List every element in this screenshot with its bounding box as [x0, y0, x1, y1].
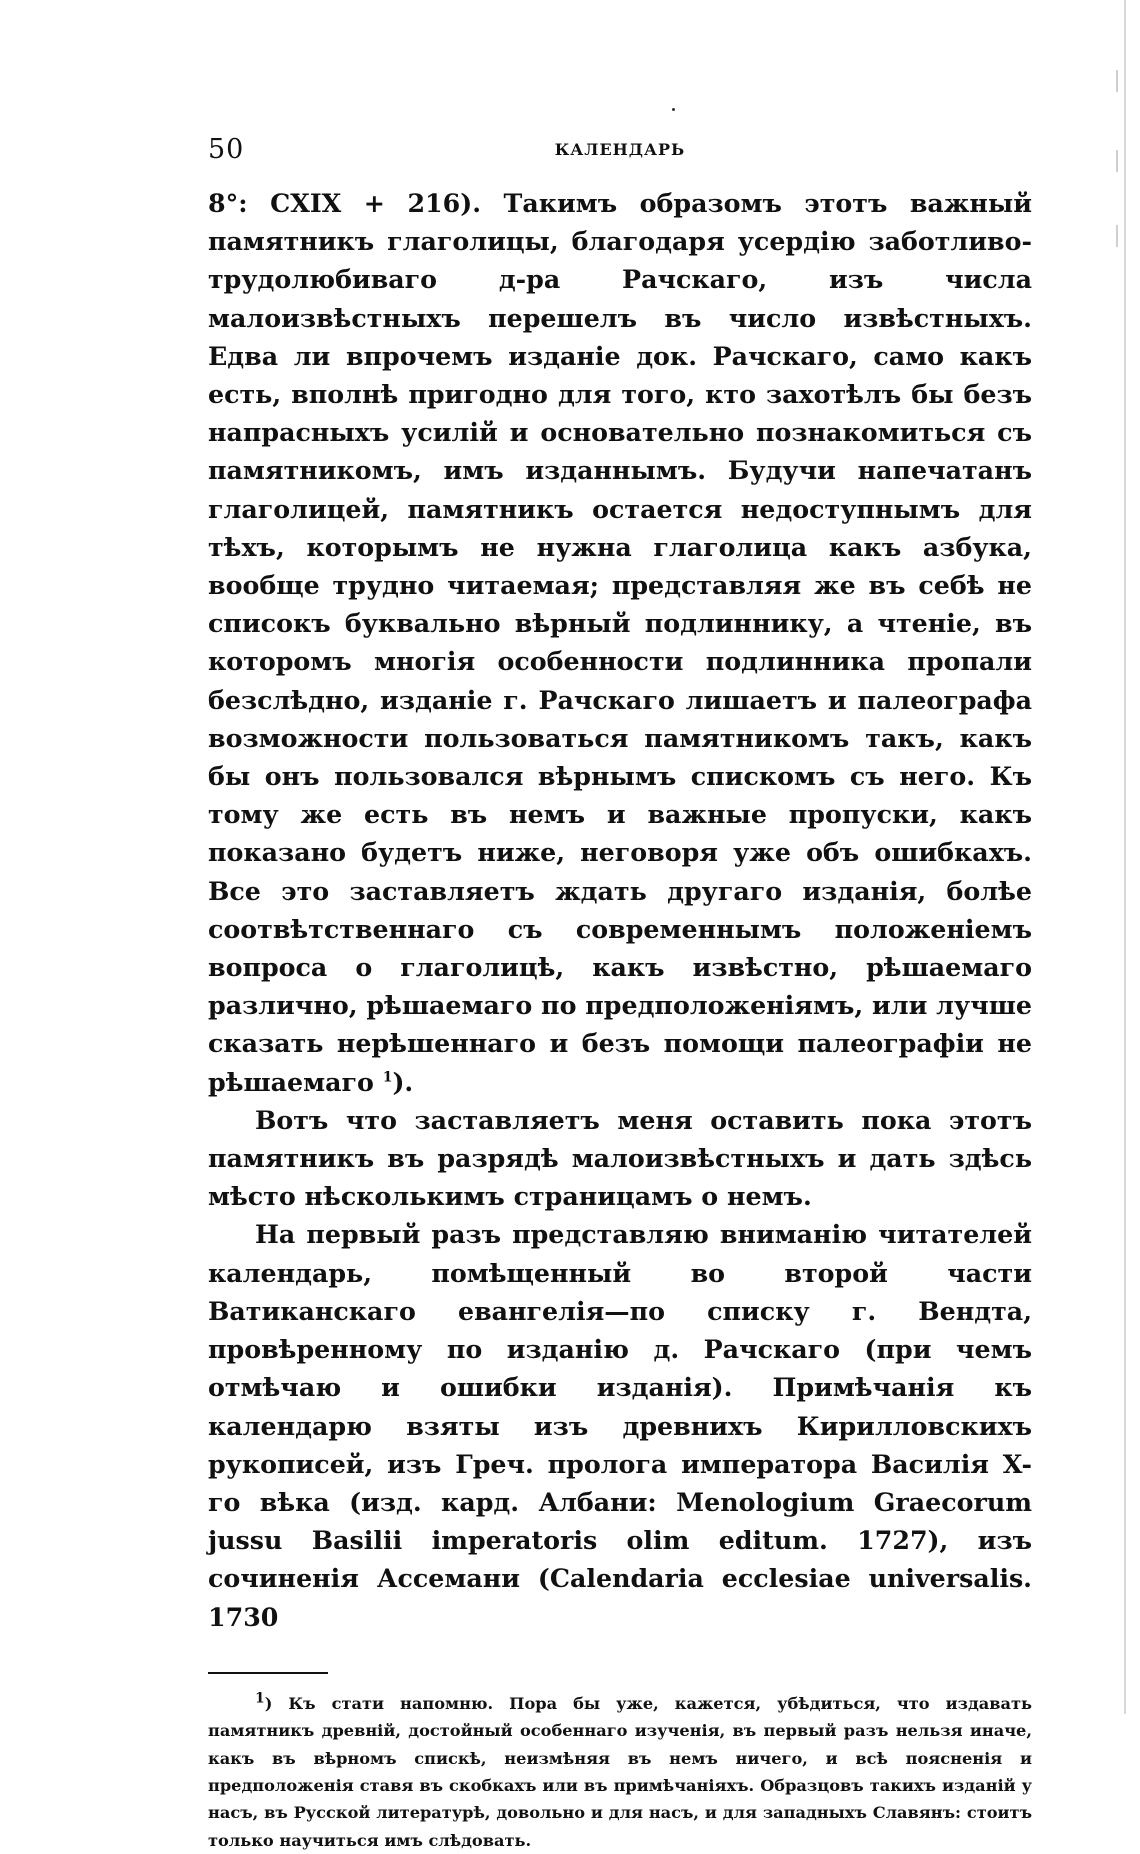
print-speck — [672, 108, 675, 111]
running-title: КАЛЕНДАРЬ — [554, 140, 686, 159]
page-number: 50 — [208, 134, 245, 165]
footnote-separator — [208, 1672, 328, 1674]
book-page — [208, 130, 1032, 1854]
footnote-reference-close: ). — [392, 1066, 414, 1097]
paragraph-3: На первый разъ представляю вниманію читателей календарь, помѣщенный во второй части Ватиканскаго евангелія—по списку г. Вендта, провѣренному по изданію д. Рачскаго (при чемъ отмѣчаю и ошибки изданія). Примѣчанія къ календарю взяты изъ древнихъ Кирилловскихъ рукописей, изъ Греч. пролога императора Василія X-го вѣка (изд. кард. Албани: Menologium Graecorum jussu Basilii imperatoris olim editum. 1727), изъ сочиненія Ассемани (Calendaria ecclesiae universalis. 1730 — [208, 1219, 1032, 1632]
running-head — [208, 130, 1032, 170]
page-edge-mark — [1116, 70, 1118, 92]
footnote-reference: 1 — [382, 1069, 393, 1086]
page-edge-line — [1124, 0, 1126, 1714]
footnote-text: ) Къ стати напомню. Пора бы уже, кажется, убѣдиться, что издавать памятникъ древній, достойный особеннаго изученія, въ первый разъ нельзя иначе, какъ въ вѣрномъ спискѣ, неизмѣняя въ немъ ничего, и всѣ поясненія и предположенія ставя въ скобкахъ или въ примѣчаніяхъ. Образцовъ такихъ изданій у насъ, въ Русской литературѣ, довольно и для насъ, и для западныхъ Славянъ: стоитъ только научиться имъ слѣдовать. — [208, 1693, 1032, 1850]
footnote — [208, 1690, 1032, 1854]
paragraph-1 — [208, 184, 1032, 1101]
paragraph-1-text: 8°: CXIX + 216). Такимъ образомъ этотъ важный памятникъ глаголицы, благодаря усердію заботливо-трудолюбиваго д-ра Рачскаго, изъ числа малоизвѣстныхъ перешелъ въ число извѣстныхъ. Едва ли впрочемъ изданіе док. Рачскаго, само какъ есть, вполнѣ пригодно для того, кто захотѣлъ бы безъ напрасныхъ усилій и основательно познакомиться съ памятникомъ, имъ изданнымъ. Будучи напечатанъ глаголицей, памятникъ остается недоступнымъ для тѣхъ, которымъ не нужна глаголица какъ азбука, вообще трудно читаемая; представляя же въ себѣ не списокъ буквально вѣрный подлиннику, а чтеніе, въ которомъ многія особенности подлинника пропали безслѣдно, изданіе г. Рачскаго лишаетъ и палеографа возможности пользоваться памятникомъ такъ, какъ бы онъ пользовался вѣрнымъ спискомъ съ него. Къ тому же есть въ немъ и важные пропуски, какъ показано будетъ ниже, неговоря уже объ ошибкахъ. Все это заставляетъ ждать другаго изданія, болѣе соотвѣтственнаго съ современнымъ положеніемъ вопроса о глаголицѣ, какъ извѣстно, рѣшаемаго различно, рѣшаемаго по предположеніямъ, или лучше сказать нерѣшеннаго и безъ помощи палеографіи не рѣшаемаго — [208, 188, 1032, 1097]
paragraph-2: Вотъ что заставляетъ меня оставить пока этотъ памятникъ въ разрядѣ малоизвѣстныхъ и дать здѣсь мѣсто нѣсколькимъ страницамъ о немъ. — [208, 1104, 1032, 1212]
footnote-marker: 1 — [255, 1690, 265, 1707]
page-edge-mark — [1116, 150, 1118, 172]
page-edge-mark — [1116, 225, 1118, 247]
main-text — [208, 184, 1032, 1636]
